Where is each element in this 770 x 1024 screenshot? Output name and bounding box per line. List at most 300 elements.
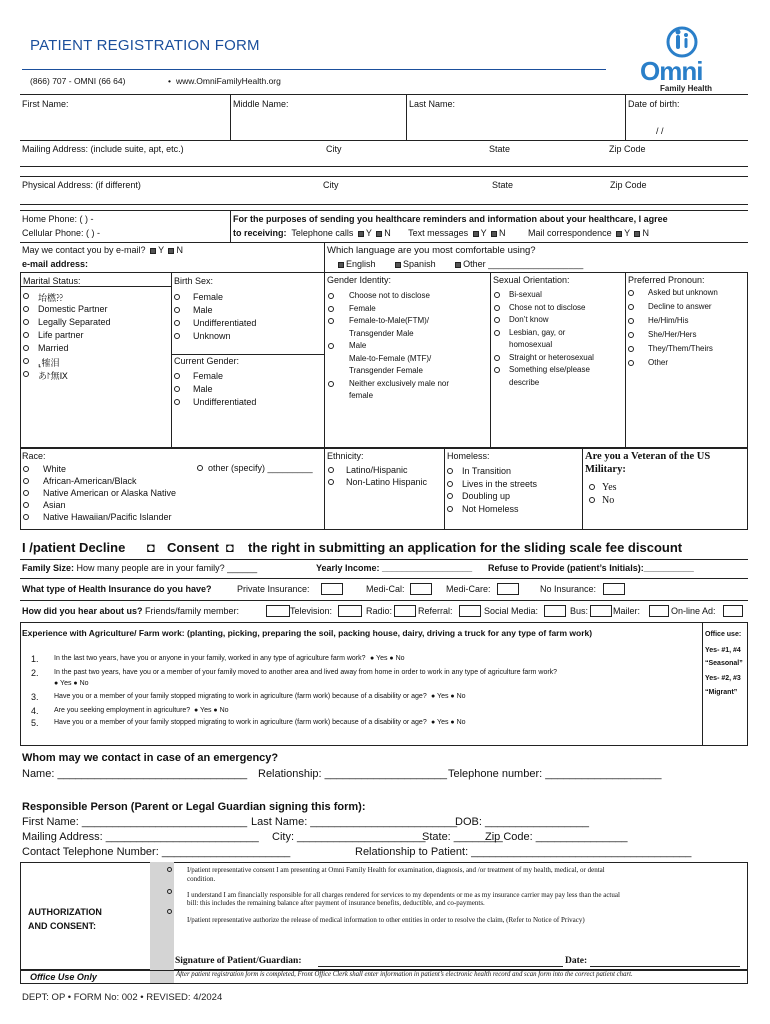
email-address-label: e-mail address:	[22, 259, 89, 269]
orientation-option: Something else/please	[509, 365, 590, 374]
sliding-fee-text: the right in submitting an application for the sliding scale fee discount	[248, 540, 683, 555]
agri-yes-no	[54, 680, 89, 687]
gender-identity-radio[interactable]	[328, 293, 334, 299]
logo-subtext: Family Health	[660, 84, 713, 93]
orientation-radio[interactable]	[494, 330, 500, 336]
gender-identity-option: Male-to-Female (MTF)/	[349, 353, 432, 363]
agri-yes-label[interactable]: Yes	[200, 707, 212, 714]
current-gender-label: Current Gender:	[174, 356, 240, 366]
physical-label-text: Physical Address:	[22, 180, 94, 190]
mail-y: Y	[624, 228, 630, 238]
birth-sex-label: Birth Sex:	[174, 276, 214, 286]
orientation-option: Bi-sexual	[509, 290, 542, 299]
orientation-radio[interactable]	[494, 367, 500, 373]
pronoun-radio[interactable]	[628, 360, 634, 366]
agri-no-label[interactable]: No	[456, 719, 466, 726]
responsible-relationship[interactable]: Relationship to Patient: ____________________________________	[355, 846, 692, 858]
ethnicity-radio[interactable]	[328, 467, 334, 473]
consent-text: Consent	[167, 540, 219, 555]
current-gender-radio[interactable]	[174, 373, 180, 379]
office-use-only: Office Use Only	[30, 972, 97, 982]
rule	[324, 448, 325, 530]
ethnicity-radio[interactable]	[328, 479, 334, 485]
authorization-label: AUTHORIZATION	[28, 907, 102, 917]
homeless-option: Lives in the streets	[462, 478, 538, 489]
omni-logo	[636, 22, 722, 94]
responsible-state[interactable]: State: ________	[422, 831, 503, 843]
marital-option: Life partner	[38, 330, 84, 340]
rule	[230, 94, 231, 140]
responsible-mailing[interactable]: Mailing Address: _________________________	[22, 831, 259, 843]
agri-yes-no	[431, 719, 466, 726]
form-title: PATIENT REGISTRATION FORM	[30, 37, 260, 54]
mailing-zip-label: Zip Code	[609, 144, 646, 154]
pronoun-option: He/Him/His	[648, 316, 689, 325]
birth-sex-radio[interactable]	[174, 307, 180, 313]
gender-identity-option: female	[349, 391, 374, 400]
physical-hint: (if different)	[93, 180, 141, 190]
agri-yes-dot[interactable]: ●	[54, 680, 61, 687]
agri-question-number: 1.	[31, 654, 39, 664]
mailing-label-text: Mailing Address:	[22, 144, 89, 154]
referral-box[interactable]	[459, 605, 481, 617]
pronoun-radio[interactable]	[628, 318, 634, 324]
receiving-label: to receiving:	[233, 228, 287, 238]
responsible-heading: Responsible Person (Parent or Legal Guardian signing this form):	[22, 801, 366, 813]
cell-phone-label: Cellular Phone: ( ) -	[22, 228, 101, 238]
tel-n-checkbox[interactable]	[376, 231, 382, 237]
rule	[230, 210, 231, 242]
marital-radio[interactable]	[23, 358, 29, 364]
mailing-hint: (include suite, apt, etc.)	[88, 144, 184, 154]
medi-cal-label: Medi-Cal:	[366, 584, 405, 594]
rule	[20, 600, 748, 601]
rule	[20, 140, 748, 141]
rule	[406, 94, 407, 140]
text-n-checkbox[interactable]	[491, 231, 497, 237]
tv-box[interactable]	[338, 605, 362, 617]
race-label: Race:	[22, 451, 46, 461]
medicare-label: Medi-Care:	[446, 584, 491, 594]
agri-no-dot[interactable]: ●	[387, 655, 396, 662]
auth-text-1b: condition.	[187, 875, 216, 883]
english-checkbox[interactable]	[338, 262, 344, 268]
text-n: N	[499, 228, 506, 238]
race-radio[interactable]	[23, 466, 29, 472]
homeless-label: Homeless:	[447, 451, 490, 461]
pronoun-radio[interactable]	[628, 290, 634, 296]
rule	[20, 242, 748, 243]
mailer-box[interactable]	[649, 605, 669, 617]
signature-label: Signature of Patient/Guardian:	[175, 956, 302, 966]
responsible-dob[interactable]: DOB: _________________	[455, 816, 589, 828]
office-use-note: Yes- #2, #3	[705, 675, 741, 682]
agri-yes-dot[interactable]: ●	[431, 693, 438, 700]
auth-radio-3[interactable]	[167, 909, 172, 914]
signature-line[interactable]	[318, 966, 563, 967]
responsible-city[interactable]: City: _____________________	[272, 831, 426, 843]
current-gender-option: Male	[193, 384, 213, 394]
email-n: N	[176, 245, 183, 255]
text-y-checkbox[interactable]	[473, 231, 479, 237]
marital-status-label: Marital Status:	[23, 276, 81, 286]
tel-y: Y	[365, 228, 372, 238]
gender-identity-option: Male	[349, 341, 367, 350]
pronoun-option: Decline to answer	[648, 302, 712, 311]
ethnicity-label: Ethnicity:	[327, 451, 364, 461]
rule	[444, 448, 445, 530]
pronoun-radio[interactable]	[628, 346, 634, 352]
agri-question-text: In the past two years, have you or a member of your family moved to another area and lived away from home in order to work in any type of agriculture farm work?	[54, 669, 558, 676]
gender-identity-radio[interactable]	[328, 381, 334, 387]
rule	[20, 166, 748, 167]
gender-identity-option: Transgender Female	[349, 366, 423, 375]
race-other-radio[interactable]	[197, 465, 203, 471]
ethnicity-option: Latino/Hispanic	[346, 465, 408, 475]
mailing-city-label: City	[326, 144, 342, 154]
social-label: Social Media:	[484, 606, 539, 616]
agriculture-title: Experience with Agriculture/ Farm work: (planting, picking, preparing the soil, packing house, dairy, driving a truck for any type of farm work)	[22, 628, 593, 638]
marital-option: Married	[38, 343, 69, 353]
other-language-checkbox[interactable]	[455, 262, 461, 268]
private-insurance-box[interactable]	[321, 583, 343, 595]
spanish-label: Spanish	[403, 259, 436, 269]
language-question: Which language are you most comfortable using?	[327, 245, 536, 256]
veteran-label-2: Military:	[585, 464, 626, 475]
responsible-first[interactable]: First Name: ___________________________	[22, 816, 248, 828]
responsible-contact-phone[interactable]: Contact Telephone Number: _____________________	[22, 846, 291, 858]
mail-y-checkbox[interactable]	[616, 231, 622, 237]
marital-option: Domestic Partner	[38, 304, 108, 314]
marital-radio[interactable]	[23, 371, 29, 377]
veteran-yes-radio[interactable]	[589, 484, 595, 490]
family-size-q: How many people are in your family? ______	[76, 563, 258, 573]
race-option: White	[43, 464, 67, 474]
race-option: Asian	[43, 500, 66, 510]
office-note: After patient registration form is completed, Front Office Clerk shall enter information in patient’s electronic health record and scan form into the correct patient chart.	[176, 971, 633, 978]
rule	[171, 272, 172, 448]
orientation-option: Chose not to disclose	[509, 302, 586, 312]
gender-identity-option: Female	[349, 303, 376, 313]
agri-yes-no	[194, 707, 229, 714]
rule	[20, 94, 748, 95]
agri-no-label[interactable]: No	[79, 680, 89, 687]
language-options	[336, 259, 583, 269]
mailer-label: Mailer:	[613, 606, 641, 616]
mail-n-checkbox[interactable]	[634, 231, 640, 237]
agri-question-text: In the last two years, have you or anyone in your family, worked in any type of agriculture farm work?	[54, 655, 366, 662]
homeless-radio[interactable]	[447, 468, 453, 474]
medicare-box[interactable]	[497, 583, 519, 595]
home-phone-label: Home Phone: ( ) -	[22, 214, 94, 224]
veteran-no: No	[602, 495, 615, 506]
agri-question-number: 3.	[31, 692, 39, 702]
bus-label: Bus:	[570, 606, 589, 616]
birth-sex-radio[interactable]	[174, 320, 180, 326]
online-box[interactable]	[723, 605, 743, 617]
rule	[625, 272, 626, 448]
ethnicity-option: Non-Latino Hispanic	[346, 477, 428, 487]
agri-yes-label[interactable]: Yes	[60, 680, 72, 687]
veteran-no-radio[interactable]	[589, 497, 595, 503]
phone-number: (866) 707 - OMNI (66 64)	[30, 76, 126, 86]
family-size-row	[22, 563, 257, 573]
emergency-question	[22, 752, 278, 764]
rule	[20, 578, 748, 579]
office-use-note: Office use:	[705, 631, 742, 638]
website: www.OmniFamilyHealth.org	[176, 76, 281, 86]
family-size-label: Family Size:	[22, 563, 75, 573]
current-gender-radio[interactable]	[174, 399, 180, 405]
mail-label: Mail correspondence	[528, 228, 612, 238]
rule	[20, 210, 748, 211]
orientation-radio[interactable]	[494, 355, 500, 361]
email-contact-q: May we contact you by e-mail?	[22, 245, 146, 255]
agriculture-box	[20, 622, 748, 746]
first-name-label: First Name:	[22, 99, 69, 109]
rule	[171, 354, 324, 355]
physical-address-label	[22, 180, 141, 190]
veteran-yes: Yes	[602, 482, 617, 493]
radio-box[interactable]	[394, 605, 416, 617]
rule	[20, 286, 171, 287]
text-msg-label: Text messages	[408, 228, 469, 238]
agri-no-dot[interactable]: ●	[71, 680, 80, 687]
form-id: DEPT: OP • FORM No: 002 • REVISED: 4/2024	[22, 992, 223, 1003]
rule	[490, 272, 491, 448]
marital-option: あ⨡無Ⅸ	[38, 371, 68, 381]
email-y: Y	[158, 245, 164, 255]
tel-y-checkbox[interactable]	[358, 231, 364, 237]
agri-question-number: 2.	[31, 668, 39, 678]
rule	[20, 176, 748, 177]
insurance-question: What type of Health Insurance do you have?	[22, 584, 212, 594]
social-box[interactable]	[544, 605, 566, 617]
pronoun-option: Other	[648, 358, 669, 367]
orientation-radio[interactable]	[494, 305, 500, 311]
sexual-orientation-label: Sexual Orientation:	[493, 275, 570, 285]
orientation-radio[interactable]	[494, 317, 500, 323]
agri-no-label[interactable]: No	[219, 707, 229, 714]
gender-identity-label: Gender Identity:	[327, 275, 392, 285]
race-other-label: other (specify) _________	[208, 463, 313, 473]
agri-yes-dot[interactable]: ●	[431, 719, 438, 726]
dob-slashes[interactable]: / /	[656, 126, 664, 136]
birth-sex-radio[interactable]	[174, 333, 180, 339]
marital-radio[interactable]	[23, 345, 29, 351]
pronoun-radio[interactable]	[628, 304, 634, 310]
agri-yes-no	[431, 693, 466, 700]
text-y: Y	[480, 228, 487, 238]
consent-label: AND CONSENT:	[28, 921, 97, 931]
emergency-name[interactable]: Name: _______________________________	[22, 768, 248, 780]
rule	[324, 242, 325, 272]
auth-radio-1[interactable]	[167, 867, 172, 872]
middle-name-label: Middle Name:	[233, 99, 289, 109]
auth-text-3: I/patient representative authorize the release of medical information to other entities in order to resolve the claim, (Refer to Notice of Privacy)	[187, 916, 585, 924]
tel-calls-label: Telephone calls	[291, 228, 354, 238]
other-language-label: Other ___________________	[463, 259, 584, 269]
bus-box[interactable]	[590, 605, 612, 617]
agri-yes-dot[interactable]: ●	[194, 707, 201, 714]
office-use-note: “Seasonal”	[705, 660, 743, 667]
homeless-radio[interactable]	[447, 493, 453, 499]
last-name-label: Last Name:	[409, 99, 456, 109]
responsible-last[interactable]: Last Name: ________________________	[251, 816, 458, 828]
no-insurance-label: No Insurance:	[540, 584, 597, 594]
spanish-checkbox[interactable]	[395, 262, 401, 268]
agri-no-dot[interactable]: ●	[448, 719, 457, 726]
birth-sex-option: Unknown	[193, 331, 231, 341]
agri-question-text: Have you or a member of your family stopped migrating to work in agriculture (farm work) because of a disability or age?	[54, 719, 427, 726]
marital-radio[interactable]	[23, 332, 29, 338]
race-radio[interactable]	[23, 490, 29, 496]
consent-box[interactable]: ◘	[226, 540, 234, 555]
date-label: Date:	[565, 956, 588, 966]
physical-zip-label: Zip Code	[610, 180, 647, 190]
pronoun-option: They/Them/Theirs	[648, 344, 713, 353]
rule	[625, 94, 626, 140]
office-use-note: Yes- #1, #4	[705, 647, 741, 654]
private-insurance-label: Private Insurance:	[237, 584, 310, 594]
no-insurance-box[interactable]	[603, 583, 625, 595]
birth-sex-radio[interactable]	[174, 294, 180, 300]
homeless-radio[interactable]	[447, 481, 453, 487]
gender-identity-radio[interactable]	[328, 318, 334, 324]
rule	[702, 622, 703, 746]
decline-box[interactable]: ◘	[147, 540, 155, 555]
dob-label: Date of birth:	[628, 99, 680, 109]
mail-n: N	[642, 228, 649, 238]
friends-label: Friends/family member:	[145, 606, 240, 616]
gender-identity-option: Female-to-Male(FTM)/	[349, 316, 430, 325]
gender-identity-radio[interactable]	[328, 306, 334, 312]
race-radio[interactable]	[23, 514, 29, 520]
agri-question-text: Are you seeking employment in agriculture?	[54, 707, 191, 714]
orientation-radio[interactable]	[494, 292, 500, 298]
pronoun-option: She/Her/Hers	[648, 330, 697, 339]
marital-option: 坮橪⁇	[38, 293, 64, 303]
reminders-text: For the purposes of sending you healthcare reminders and information about your healthcare, I agree	[233, 214, 668, 224]
auth-text-2b: bill: this includes the remaining balance after payment of insurance benefits, deductible, and co-payments.	[187, 899, 485, 907]
birth-sex-option: Female	[193, 292, 224, 302]
agri-question-text: Have you or a member of your family stopped migrating to work in agriculture (farm work) because of a disability or age?	[54, 693, 427, 700]
rule	[20, 559, 748, 560]
agri-no-dot[interactable]: ●	[211, 707, 220, 714]
pronoun-label: Preferred Pronoun:	[628, 275, 705, 285]
physical-city-label: City	[323, 180, 339, 190]
birth-sex-option: Male	[193, 305, 213, 315]
agri-question-number: 4.	[31, 706, 39, 716]
race-option: Native Hawaiian/Pacific Islander	[43, 512, 172, 522]
yearly-income: Yearly Income: __________________	[316, 563, 473, 573]
pronoun-option: Asked but unknown	[648, 288, 718, 297]
race-radio[interactable]	[23, 478, 29, 484]
gender-identity-radio[interactable]	[328, 343, 334, 349]
current-gender-option: Undifferentiated	[193, 397, 257, 407]
email-contact-row	[22, 245, 183, 255]
marital-radio[interactable]	[23, 319, 29, 325]
marital-option: Legally Separated	[38, 317, 111, 327]
current-gender-option: Female	[193, 371, 224, 381]
receiving-row	[233, 228, 649, 238]
agri-yes-label[interactable]: Yes	[376, 655, 388, 662]
tv-label: Television:	[290, 606, 333, 616]
agri-yes-dot[interactable]: ●	[370, 655, 377, 662]
agri-no-dot[interactable]: ●	[448, 693, 457, 700]
header-rule	[22, 69, 606, 70]
agri-no-label[interactable]: No	[456, 693, 466, 700]
pronoun-radio[interactable]	[628, 332, 634, 338]
rule	[582, 448, 583, 530]
agri-yes-label[interactable]: Yes	[437, 719, 449, 726]
homeless-option: Not Homeless	[462, 503, 519, 514]
marital-radio[interactable]	[23, 306, 29, 312]
agri-yes-label[interactable]: Yes	[437, 693, 449, 700]
mailing-address-label	[22, 144, 184, 154]
gender-identity-option: Choose not to disclose	[349, 291, 430, 300]
hear-question	[22, 606, 239, 616]
race-option: African-American/Black	[43, 476, 137, 486]
homeless-option: Doubling up	[462, 491, 511, 501]
rule	[20, 204, 748, 205]
logo-text: Omni	[640, 56, 703, 86]
agri-question-number: 5.	[31, 718, 39, 728]
auth-text-2: I understand I am financially responsible for all charges rendered for services to my dependents or me as my insurance carrier may pay less than the actual	[187, 891, 620, 899]
marital-radio[interactable]	[23, 293, 29, 299]
race-radio[interactable]	[23, 502, 29, 508]
birth-sex-option: Undifferentiated	[193, 318, 257, 328]
online-label: On-line Ad:	[671, 606, 716, 616]
email-n-checkbox[interactable]	[168, 248, 174, 254]
gender-identity-option: Neither exclusively male nor	[349, 378, 450, 388]
mailing-state-label: State	[489, 144, 511, 154]
responsible-zip[interactable]: Zip Code: _______________	[485, 831, 628, 843]
orientation-option: homosexual	[509, 340, 553, 349]
auth-text-1: I/patient representative consent I am presenting at Omni Family Health for examination, diagnosis, and /or treatment of my health, medical, or dental	[187, 866, 605, 874]
race-option: Native American or Alaska Native	[43, 488, 177, 498]
date-line[interactable]	[590, 966, 740, 967]
physical-state-label: State	[492, 180, 514, 190]
medi-cal-box[interactable]	[410, 583, 432, 595]
office-use-note: “Migrant”	[705, 689, 738, 696]
orientation-option: describe	[509, 377, 540, 387]
emergency-q-text: Whom may we contact in case of an emergency?	[22, 752, 279, 764]
agri-yes-no	[370, 655, 405, 662]
email-y-checkbox[interactable]	[150, 248, 156, 254]
orientation-option: Lesbian, gay, or	[509, 327, 566, 337]
hear-q-text: How did you hear about us?	[22, 606, 143, 616]
current-gender-radio[interactable]	[174, 386, 180, 392]
emergency-telephone[interactable]: Telephone number: ___________________	[448, 768, 662, 780]
homeless-radio[interactable]	[447, 506, 453, 512]
rule	[324, 272, 325, 448]
referral-label: Referral:	[418, 606, 453, 616]
marital-option: ⸤㹊泪	[38, 358, 60, 368]
gender-identity-option: Transgender Male	[349, 328, 414, 338]
emergency-relationship[interactable]: Relationship: ____________________	[258, 768, 448, 780]
tel-n: N	[384, 228, 391, 238]
orientation-option: Don’t know	[509, 315, 549, 324]
refuse-initials: Refuse to Provide (patient’s Initials):__________	[488, 563, 694, 573]
auth-radio-2[interactable]	[167, 889, 172, 894]
english-label: English	[346, 259, 376, 269]
decline-text: I /patient Decline	[22, 540, 126, 555]
friends-box[interactable]	[266, 605, 290, 617]
homeless-option: In Transition	[462, 466, 512, 476]
orientation-option: Straight or heterosexual	[509, 352, 594, 362]
agri-no-label[interactable]: No	[395, 655, 405, 662]
